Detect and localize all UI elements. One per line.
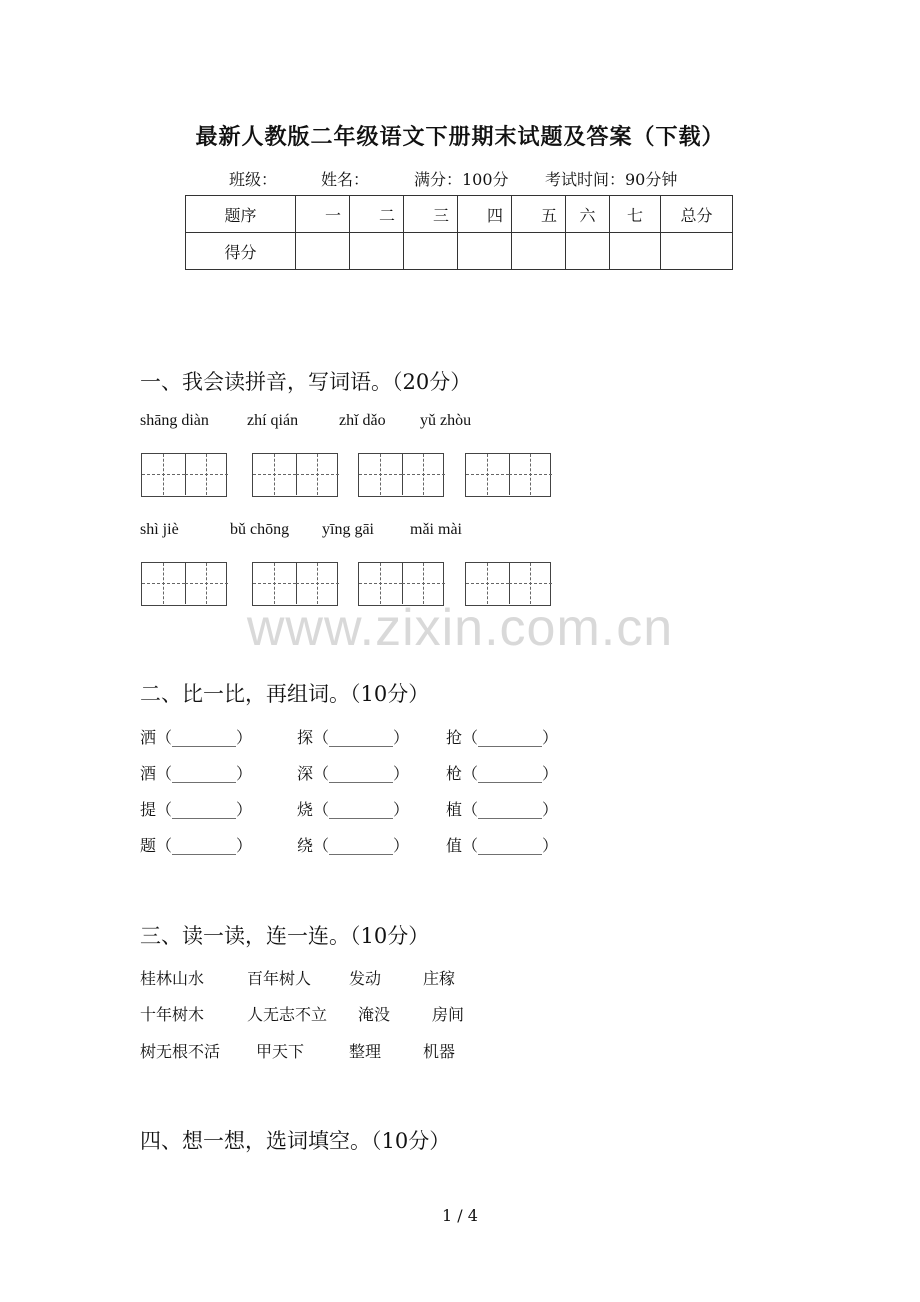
match-item[interactable]: 房间 bbox=[432, 1005, 465, 1024]
page-number: 1 / 4 bbox=[442, 1206, 478, 1225]
word-blank[interactable]: 酒（________） bbox=[140, 764, 253, 783]
grid-cell[interactable] bbox=[509, 454, 552, 495]
word-blank[interactable]: 题（________） bbox=[140, 836, 253, 855]
section-4-heading: 四、想一想，选词填空。（10分） bbox=[140, 1129, 451, 1153]
score-cell[interactable] bbox=[296, 233, 350, 270]
match-item[interactable]: 机器 bbox=[423, 1042, 456, 1061]
header-cell: 二 bbox=[350, 196, 404, 233]
pinyin-word: mǎi mài bbox=[410, 521, 462, 538]
score-cell[interactable] bbox=[610, 233, 661, 270]
header-cell: 三 bbox=[404, 196, 458, 233]
header-cell: 一 bbox=[296, 196, 350, 233]
grid-cell[interactable] bbox=[466, 454, 510, 495]
word-blank[interactable]: 提（________） bbox=[140, 800, 253, 819]
score-cell[interactable] bbox=[661, 233, 733, 270]
watermark: www.zixin.com.cn bbox=[246, 599, 674, 657]
pinyin-word: zhí qián bbox=[247, 412, 299, 429]
header-cell: 五 bbox=[512, 196, 566, 233]
score-table bbox=[185, 195, 733, 270]
header-cell: 六 bbox=[566, 196, 610, 233]
score-cell[interactable] bbox=[566, 233, 610, 270]
word-blank[interactable]: 深（________） bbox=[297, 764, 410, 783]
header-cell: 题序 bbox=[186, 196, 296, 233]
match-item[interactable]: 整理 bbox=[349, 1042, 382, 1061]
score-table-header bbox=[186, 196, 733, 233]
exam-time: 考试时间：90分钟 bbox=[545, 170, 678, 189]
word-blank[interactable]: 烧（________） bbox=[297, 800, 410, 819]
pinyin-word: yīng gāi bbox=[322, 521, 374, 538]
match-item[interactable]: 发动 bbox=[349, 969, 382, 988]
word-blank[interactable]: 值（________） bbox=[446, 836, 559, 855]
header-cell: 七 bbox=[610, 196, 661, 233]
pinyin-word: shāng diàn bbox=[140, 412, 209, 429]
word-blank[interactable]: 植（________） bbox=[446, 800, 559, 819]
pinyin-word: shì jiè bbox=[140, 521, 179, 538]
grid-cell[interactable] bbox=[402, 454, 445, 495]
match-item[interactable]: 十年树木 bbox=[140, 1005, 205, 1024]
match-item[interactable]: 庄稼 bbox=[423, 969, 456, 988]
section-3-heading: 三、读一读，连一连。（10分） bbox=[140, 924, 430, 948]
class-label: 班级： bbox=[229, 170, 278, 189]
match-item[interactable]: 百年树人 bbox=[247, 969, 312, 988]
row-label: 得分 bbox=[186, 233, 296, 270]
writing-grid[interactable] bbox=[252, 453, 338, 497]
name-label: 姓名： bbox=[321, 170, 370, 189]
match-item[interactable]: 树无根不活 bbox=[140, 1042, 221, 1061]
match-item[interactable]: 淹没 bbox=[358, 1005, 391, 1024]
section-1-heading: 一、我会读拼音，写词语。（20分） bbox=[140, 370, 472, 394]
pinyin-word: bǔ chōng bbox=[230, 521, 290, 538]
word-blank[interactable]: 洒（________） bbox=[140, 728, 253, 747]
writing-grid[interactable] bbox=[141, 453, 227, 497]
score-cell[interactable] bbox=[458, 233, 512, 270]
score-cell[interactable] bbox=[350, 233, 404, 270]
page-title: 最新人教版二年级语文下册期末试题及答案（下载） bbox=[195, 124, 725, 150]
header-cell: 四 bbox=[458, 196, 512, 233]
word-blank[interactable]: 抢（________） bbox=[446, 728, 559, 747]
match-item[interactable]: 甲天下 bbox=[256, 1042, 305, 1061]
pinyin-word: zhǐ dǎo bbox=[339, 412, 386, 429]
score-cell[interactable] bbox=[404, 233, 458, 270]
word-blank[interactable]: 绕（________） bbox=[297, 836, 410, 855]
score-cell[interactable] bbox=[512, 233, 566, 270]
grid-cell[interactable] bbox=[142, 454, 186, 495]
grid-cell[interactable] bbox=[253, 454, 297, 495]
grid-cell[interactable] bbox=[185, 454, 228, 495]
score-table-row bbox=[186, 233, 733, 270]
pinyin-word: yǔ zhòu bbox=[420, 412, 472, 429]
grid-cell[interactable] bbox=[296, 454, 339, 495]
word-blank[interactable]: 探（________） bbox=[297, 728, 410, 747]
writing-grid[interactable] bbox=[358, 453, 444, 497]
header-cell: 总分 bbox=[661, 196, 733, 233]
writing-grid[interactable] bbox=[465, 453, 551, 497]
match-item[interactable]: 桂林山水 bbox=[140, 969, 205, 988]
full-score: 满分：100分 bbox=[414, 170, 509, 189]
word-blank[interactable]: 枪（________） bbox=[446, 764, 559, 783]
match-item[interactable]: 人无志不立 bbox=[247, 1005, 328, 1024]
section-2-heading: 二、比一比，再组词。（10分） bbox=[140, 682, 430, 706]
grid-cell[interactable] bbox=[359, 454, 403, 495]
